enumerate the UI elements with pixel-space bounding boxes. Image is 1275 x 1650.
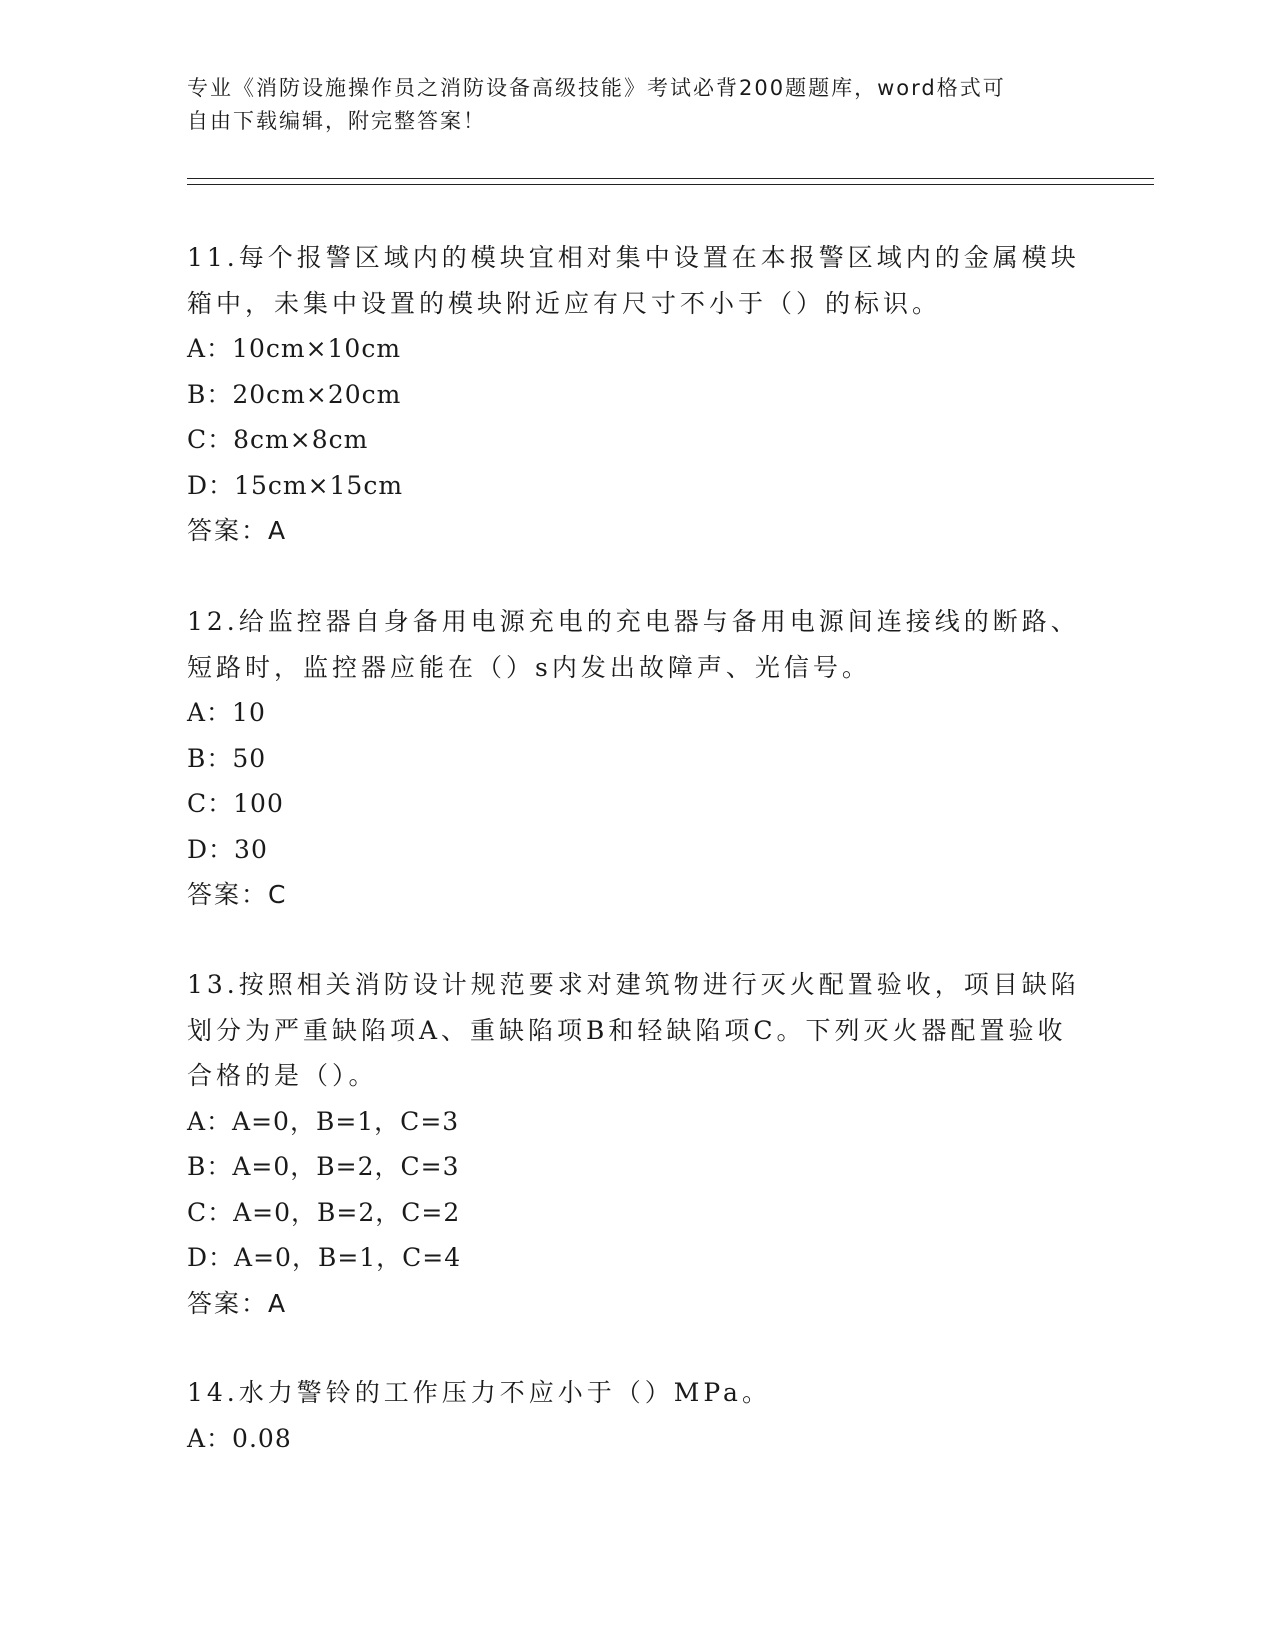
option-b: B：A=0，B=2，C=3 <box>187 1152 460 1181</box>
header-line-2: 自由下载编辑，附完整答案！ <box>187 109 486 133</box>
answer: 答案：A <box>187 516 288 545</box>
header-divider-bottom <box>187 184 1154 185</box>
question-12 <box>187 599 1087 918</box>
option-b: B：20cm×20cm <box>187 379 402 409</box>
option-a: A：10 <box>187 698 266 727</box>
option-c: C：A=0，B=2，C=2 <box>187 1197 461 1227</box>
question-13 <box>187 962 1087 1326</box>
header-divider-top <box>187 178 1154 179</box>
option-a: A：A=0，B=1，C=3 <box>187 1106 460 1136</box>
option-d: D：A=0，B=1，C=4 <box>187 1243 462 1272</box>
question-stem-line: 短路时，监控器应能在（）s内发出故障声、光信号。 <box>187 652 871 682</box>
question-stem-line: 11.每个报警区域内的模块宜相对集中设置在本报警区域内的金属模块 <box>187 243 1080 272</box>
answer: 答案：A <box>187 1288 288 1318</box>
question-stem-line: 14.水力警铃的工作压力不应小于（）MPa。 <box>187 1378 771 1407</box>
question-stem-line: 12.给监控器自身备用电源充电的充电器与备用电源间连接线的断路、 <box>187 607 1080 636</box>
option-a: A：10cm×10cm <box>187 334 402 363</box>
option-d: D：30 <box>187 834 268 864</box>
option-a: A：0.08 <box>187 1423 292 1453</box>
option-c: C：100 <box>187 789 284 818</box>
header-line-1: 专业《消防设施操作员之消防设备高级技能》考试必背200题题库，word格式可 <box>187 76 1006 100</box>
answer: 答案：C <box>187 880 288 909</box>
question-14 <box>187 1370 1087 1461</box>
question-stem-line: 划分为严重缺陷项A、重缺陷项B和轻缺陷项C。下列灭火器配置验收 <box>187 1015 1067 1045</box>
question-11 <box>187 235 1087 554</box>
document-header <box>187 72 1067 138</box>
question-stem-line: 13.按照相关消防设计规范要求对建筑物进行灭火配置验收，项目缺陷 <box>187 970 1080 999</box>
option-b: B：50 <box>187 743 267 773</box>
question-stem-line: 箱中，未集中设置的模块附近应有尺寸不小于（）的标识。 <box>187 288 942 318</box>
option-d: D：15cm×15cm <box>187 470 404 500</box>
option-c: C：8cm×8cm <box>187 425 369 454</box>
question-stem-line: 合格的是（）。 <box>187 1061 378 1090</box>
